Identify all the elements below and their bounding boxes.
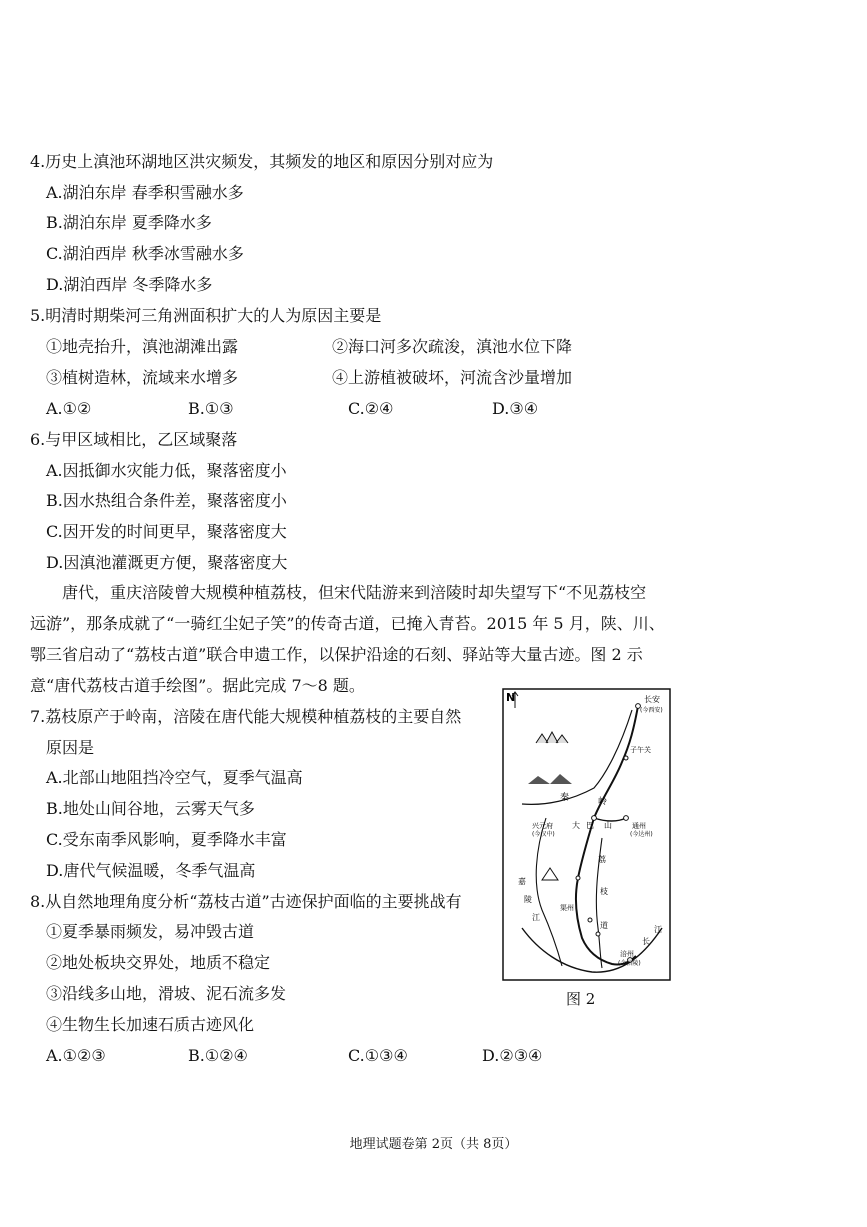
q5-option-d: D.③④ [492, 399, 539, 418]
q6-stem: 6.与甲区域相比，乙区域聚落 [30, 430, 238, 449]
q6-option-c: C.因开发的时间更早，聚落密度大 [46, 522, 287, 541]
label-changan: 长安 [644, 695, 660, 704]
label-shan: 山 [604, 821, 612, 830]
label-changan-now: (今西安) [640, 707, 663, 714]
q6-option-b: B.因水热组合条件差，聚落密度小 [46, 491, 287, 510]
q8-option-d: D.②③④ [482, 1046, 543, 1065]
q5-option-c: C.②④ [348, 399, 394, 418]
label-fuzhou: 涪州 [620, 950, 634, 958]
station-marker [588, 918, 592, 922]
q4-stem: 4.历史上滇池环湖地区洪灾频发，其频发的地区和原因分别对应为 [30, 152, 494, 171]
label-xingyuanfu: 兴元府 [532, 822, 553, 830]
q7-option-d: D.唐代气候温暖，冬季气温高 [46, 861, 256, 880]
q8-statement-3: ③沿线多山地，滑坡、泥石流多发 [46, 984, 287, 1003]
q5-statement-4: ④上游植被破坏，河流含沙量增加 [332, 368, 573, 387]
q5-statement-1: ①地壳抬升，滇池湖滩出露 [46, 337, 239, 356]
q6-option-d: D.因滇池灌溉更方便，聚落密度大 [46, 553, 288, 572]
label-qin: 秦 [560, 793, 570, 803]
q5-statement-3: ③植树造林，流域来水增多 [46, 368, 239, 387]
q8-statement-2: ②地处板块交界处，地质不稳定 [46, 953, 271, 972]
station-marker [596, 932, 600, 936]
label-jiang2: 江 [532, 913, 540, 922]
q6-option-a: A.因抵御水灾能力低，聚落密度小 [46, 461, 287, 480]
q7-option-a: A.北部山地阻挡冷空气，夏季气温高 [46, 768, 303, 787]
q5-option-a: A.①② [46, 399, 92, 418]
label-da: 大 [572, 821, 580, 830]
q5-statement-2: ②海口河多次疏浚，滇池水位下降 [332, 337, 573, 356]
label-zhi: 枝 [600, 887, 608, 896]
station-marker [624, 816, 629, 821]
passage-line-4: 意“唐代荔枝古道手绘图”。据此完成 7～8 题。 [30, 676, 365, 695]
q8-option-a: A.①②③ [46, 1046, 106, 1065]
q5-option-b: B.①③ [188, 399, 234, 418]
label-quzhou: 渠州 [560, 904, 574, 912]
figure-caption: 图 2 [566, 990, 596, 1008]
station-marker [576, 876, 580, 880]
lychee-road-map [502, 688, 672, 982]
label-dao: 道 [600, 921, 608, 930]
label-ba: 巴 [586, 821, 594, 830]
label-li: 荔 [598, 855, 606, 864]
q8-option-b: B.①②④ [188, 1046, 248, 1065]
passage-line-3: 鄂三省启动了“荔枝古道”联合申遗工作，以保护沿途的石刻、驿站等大量古迹。图 2 示 [30, 645, 643, 664]
page-footer: 地理试题卷第 2页（共 8页） [349, 1137, 518, 1152]
label-jia: 嘉 [518, 877, 526, 886]
passage-line-2: 远游”，那条成就了“一骑红尘妃子笑”的传奇古道，已掩入青苔。2015 年 5 月，陕、川、 [30, 614, 665, 633]
label-jiang: 江 [654, 925, 662, 934]
station-marker [592, 816, 597, 821]
q7-stem-line-2: 原因是 [46, 738, 95, 757]
q4-option-b: B.湖泊东岸 夏季降水多 [46, 213, 212, 232]
q8-statement-1: ①夏季暴雨频发，易冲毁古道 [46, 922, 255, 941]
label-chang: 长 [642, 937, 650, 946]
q8-option-c: C.①③④ [348, 1046, 408, 1065]
q4-option-c: C.湖泊西岸 秋季冰雪融水多 [46, 244, 244, 263]
q4-option-a: A.湖泊东岸 春季积雪融水多 [46, 183, 244, 202]
label-ling: 岭 [598, 797, 608, 807]
label-tongzhou-now: (今达州) [630, 831, 653, 838]
q7-option-b: B.地处山间谷地，云雾天气多 [46, 799, 255, 818]
q7-option-c: C.受东南季风影响，夏季降水丰富 [46, 830, 287, 849]
label-ziwuguan: 子午关 [630, 746, 651, 754]
label-ling2: 陵 [524, 895, 532, 904]
q7-stem-line-1: 7.荔枝原产于岭南，涪陵在唐代能大规模种植荔枝的主要自然 [30, 707, 462, 726]
q8-statement-4: ④生物生长加速石质古迹风化 [46, 1015, 255, 1034]
station-marker [624, 756, 628, 760]
label-xingyuanfu-now: (今汉中) [532, 831, 555, 838]
q4-option-d: D.湖泊西岸 冬季降水多 [46, 275, 213, 294]
q5-stem: 5.明清时期柴河三角洲面积扩大的人为原因主要是 [30, 306, 382, 325]
label-tongzhou: 通州 [632, 822, 646, 830]
q8-stem: 8.从自然地理角度分析“荔枝古道”古迹保护面临的主要挑战有 [30, 892, 462, 911]
north-label: N [506, 691, 516, 704]
label-fuzhou-now: (今涪陵) [618, 960, 641, 967]
passage-line-1: 唐代，重庆涪陵曾大规模种植荔枝，但宋代陆游来到涪陵时却失望写下“不见荔枝空 [62, 583, 647, 602]
